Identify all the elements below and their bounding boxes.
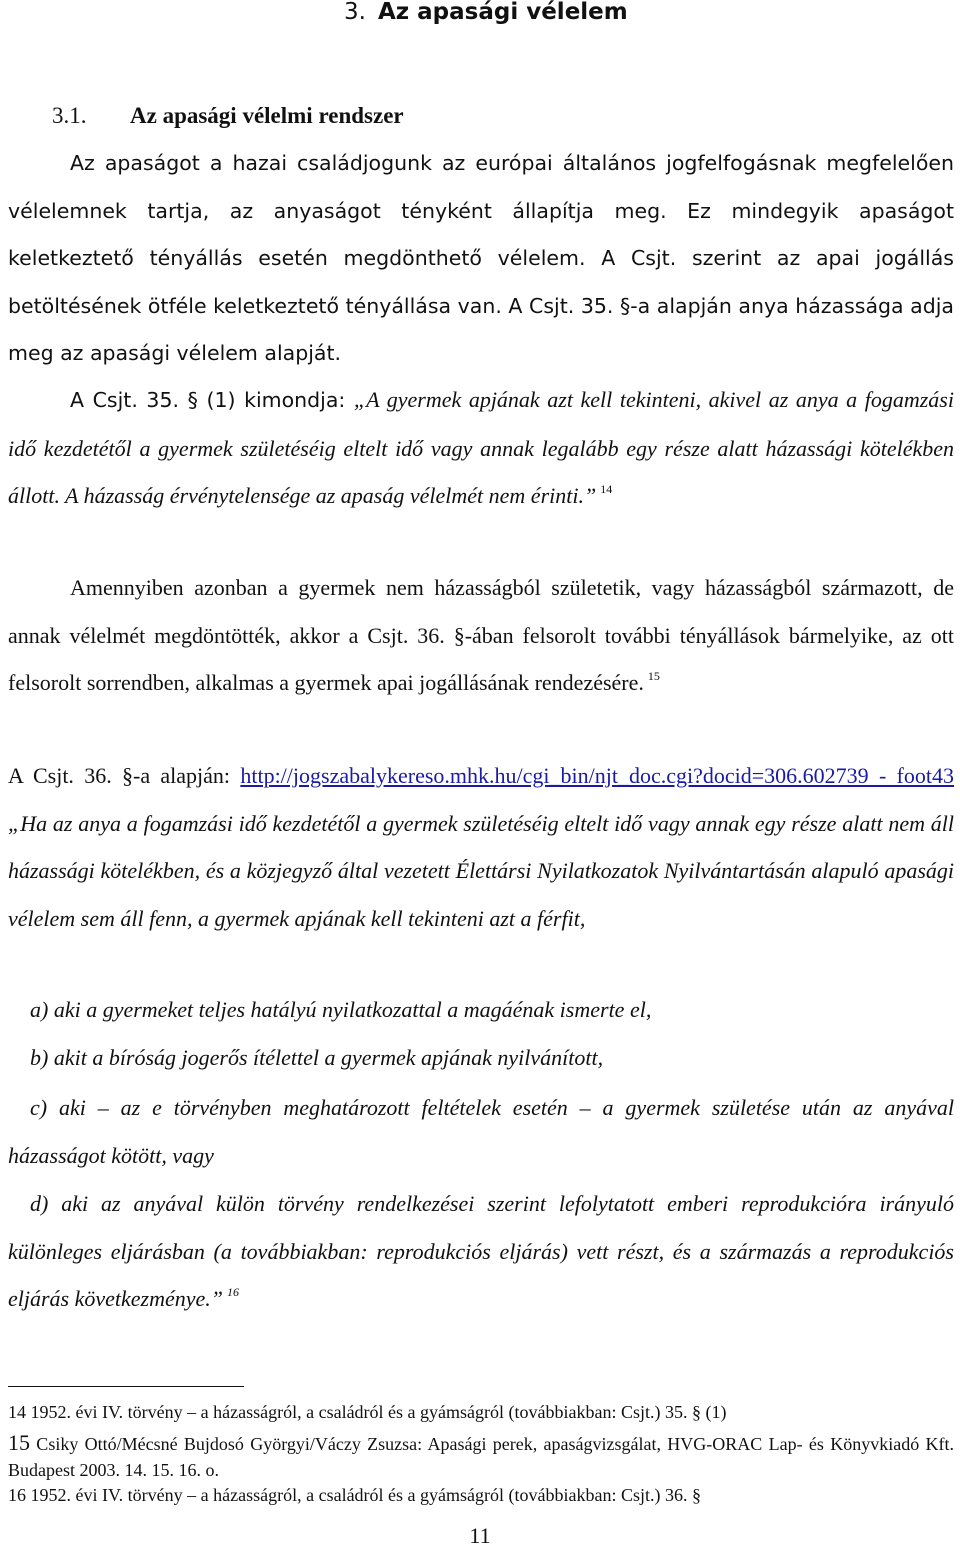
footnote-ref-16[interactable]: 16 <box>227 1285 240 1300</box>
footnote-16 <box>8 1482 954 1508</box>
paragraph-csjt-35 <box>8 376 954 520</box>
paragraph-csjt-35-intro: A Csjt. 35. § (1) kimondja: <box>70 388 354 412</box>
list-item-b: b) akit a bíróság jogerős ítélettel a gyermek apjának nyilvánított, <box>30 1045 604 1070</box>
chapter-title: Az apasági vélelem <box>377 0 628 25</box>
section-title: Az apasági vélelmi rendszer <box>130 103 404 128</box>
paragraph-csjt-36-quote <box>8 752 954 942</box>
footnote-16-number: 16 <box>8 1485 26 1505</box>
footnote-14-number: 14 <box>8 1402 26 1422</box>
chapter-number: 3. <box>344 0 366 25</box>
footnote-ref-15[interactable]: 15 <box>647 669 660 684</box>
chapter-heading <box>344 0 628 28</box>
list-item-d <box>8 1180 954 1323</box>
footnote-15 <box>8 1430 954 1483</box>
paragraph-csjt-36 <box>8 564 954 707</box>
section-number: 3.1. <box>52 103 87 128</box>
footnote-15-text: Csiky Ottó/Mécsné Bujdosó Györgyi/Váczy Zsuzsa: Apasági perek, apaságvizsgálat, HVG-ORAC Lap- és Könyvkiadó Kft. Budapest 2003. 14. 15. 16. o. <box>8 1434 954 1480</box>
quote-csjt-35: „A gyermek apjának azt kell tekinteni, akivel az anya a fogamzási idő kezdetétől a gyermek születéséig eltelt idő vagy annak legalább egy része alatt házassági kötelékben állott. A házasság érvénytelensége az apaság vélelmét nem érinti.” <box>8 387 954 509</box>
paragraph-intro: Az apaságot a hazai családjogunk az európai általános jogfelfogásnak megfelelően vélelemnek tartja, az anyaságot tényként állapítja meg. Ez mindegyik apaságot keletkeztető tényállás esetén megdönthető vélelem. A Csjt. szerint az apai jogállás betöltésének ötféle keletkeztető tényállása van. A Csjt. 35. §-a alapján anya házassága adja meg az apasági vélelem alapját. <box>8 151 954 366</box>
paragraph-csjt-36-text: Amennyiben azonban a gyermek nem házasságból születetik, vagy házasságból származott, de annak vélelmét megdöntötték, akkor a Csjt. 36. §-ában felsorolt további tényállások bármelyike, az ott felsorolt sorrendben, alkalmas a gyermek apai jogállásának rendezésére. <box>8 575 954 696</box>
page-number: 11 <box>469 1523 491 1548</box>
quote-csjt-36: „Ha az anya a fogamzási idő kezdetétől a gyermek születéséig eltelt idő vagy annak egy része alatt nem áll házassági kötelékben, és a közjegyző által vezetett Élettársi Nyilatkozatok Nyilvántartásán alapuló apasági vélelem sem áll fenn, a gyermek apjának kell tekinteni azt a férfit, <box>8 810 954 931</box>
paragraph-csjt-36-intro: A Csjt. 36. §-a alapján: <box>8 763 241 788</box>
footnote-15-number: 15 <box>8 1430 30 1455</box>
footnote-14 <box>8 1399 954 1425</box>
footnote-ref-14[interactable]: 14 <box>600 482 613 497</box>
footnote-16-text: 1952. évi IV. törvény – a házasságról, a családról és a gyámságról (továbbiakban: Csjt.) 36. § <box>26 1485 701 1505</box>
jogszabalykereso-link[interactable]: http://jogszabalykereso.mhk.hu/cgi_bin/njt_doc.cgi?docid=306.602739 - foot43 <box>240 763 954 788</box>
list-item-c: c) aki – az e törvényben meghatározott feltételek esetén – a gyermek születése után az anyával házasságot kötött, vagy <box>8 1095 954 1168</box>
footnote-separator <box>8 1386 244 1387</box>
footnote-14-text: 1952. évi IV. törvény – a házasságról, a családról és a gyámságról (továbbiakban: Csjt.) 35. § (1) <box>26 1402 727 1422</box>
list-item-d-text: d) aki az anyával külön törvény rendelkezései szerint lefolytatott emberi reprodukcióra irányuló különleges eljárásban (a továbbiakban: reprodukciós eljárás) vett részt, és a származás a reprodukciós eljárás következménye.” <box>8 1191 954 1312</box>
list-item-a: a) aki a gyermeket teljes hatályú nyilatkozattal a magáénak ismerte el, <box>30 997 652 1022</box>
section-heading <box>52 100 404 132</box>
